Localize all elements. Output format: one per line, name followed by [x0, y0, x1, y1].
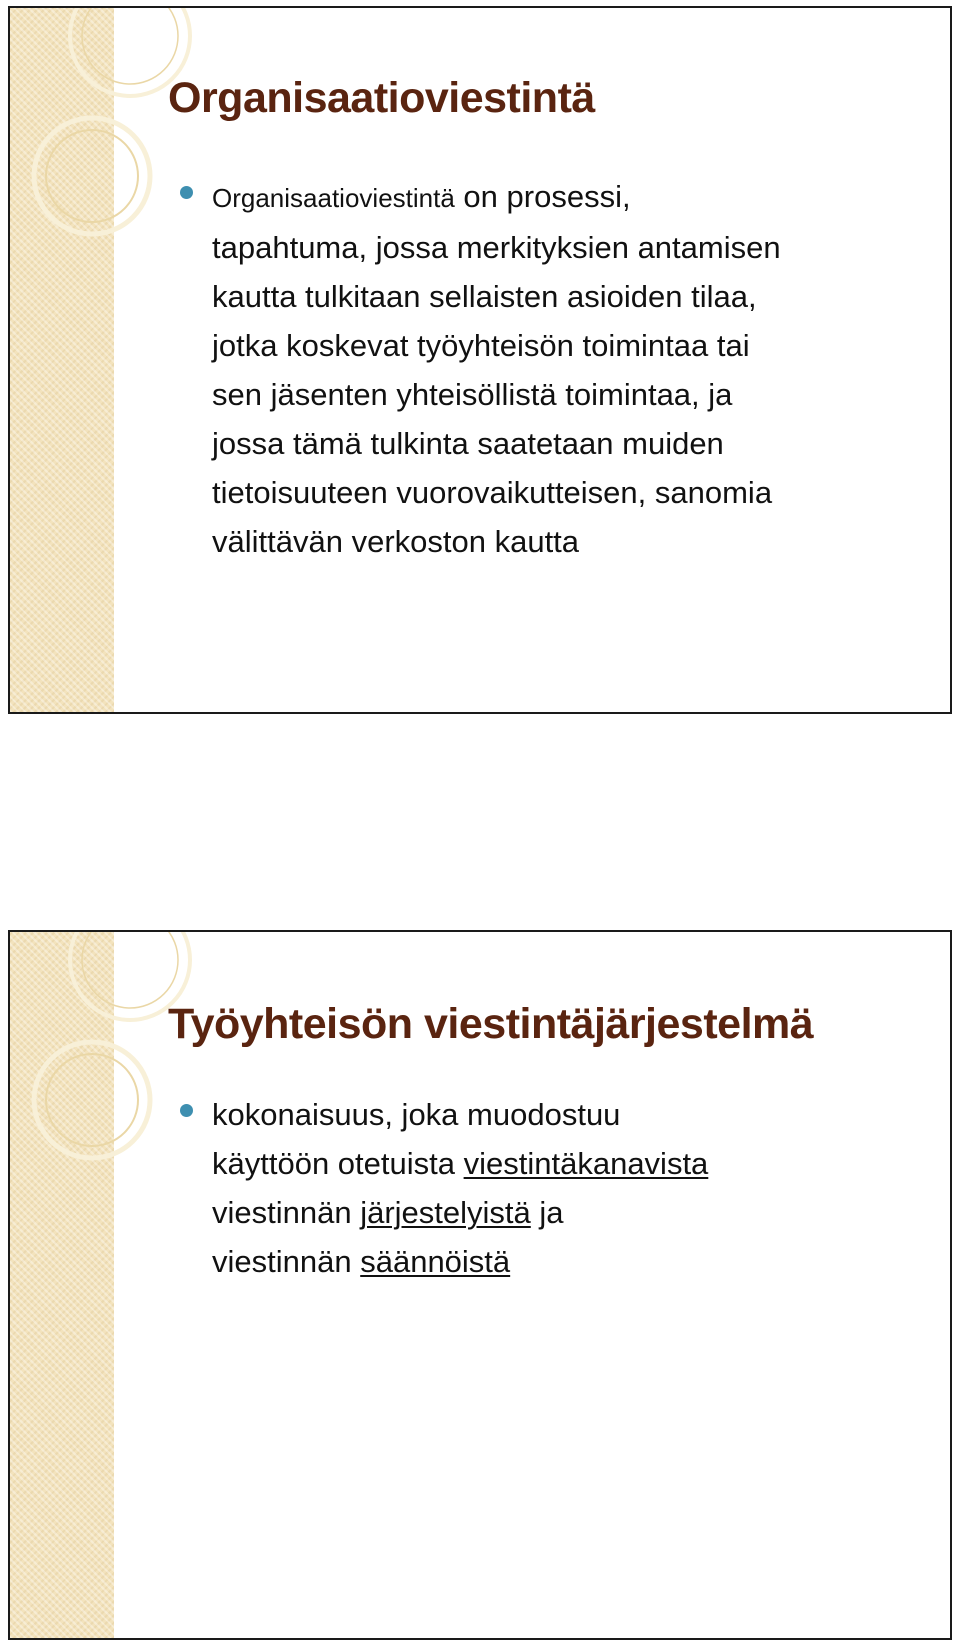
bullet-list	[180, 1090, 910, 1286]
bullet-line: kokonaisuus, joka muodostuu	[212, 1097, 621, 1132]
slide-title: Työyhteisön viestintäjärjestelmä	[168, 1000, 814, 1048]
bullet-line: välittävän verkoston kautta	[212, 524, 580, 559]
bullet-line: kautta tulkitaan sellaisten asioiden tilaa,	[212, 279, 757, 314]
bullet-text: on prosessi,	[454, 179, 631, 214]
bullet-text: ja	[530, 1195, 564, 1230]
bullet-line: jossa tämä tulkinta saatetaan muiden	[212, 426, 724, 461]
bullet-text: viestinnän	[212, 1244, 361, 1279]
bullet-line: sen jäsenten yhteisöllistä toimintaa, ja	[212, 377, 733, 412]
bullet-line: tietoisuuteen vuorovaikutteisen, sanomia	[212, 475, 773, 510]
slide-viestintajarjestelma	[8, 930, 952, 1640]
bullet-line: tapahtuma, jossa merkityksien antamisen	[212, 230, 781, 265]
bullet-line	[212, 1188, 910, 1237]
bullet-line	[212, 1139, 910, 1188]
bullet-list	[180, 172, 910, 566]
link-viestintakanavista[interactable]: viestintäkanavista	[463, 1146, 709, 1181]
bullet-lead: Organisaatioviestintä	[212, 183, 455, 213]
bullet-line	[212, 172, 910, 223]
slide-organisaatioviestinta	[8, 6, 952, 714]
link-saannoista[interactable]: säännöistä	[360, 1244, 511, 1279]
slide-title: Organisaatioviestintä	[168, 74, 595, 122]
bullet-dot-icon	[180, 186, 193, 199]
link-jarjestelyista[interactable]: järjestelyistä	[360, 1195, 531, 1230]
bullet-dot-icon	[180, 1104, 193, 1117]
bullet-line: jotka koskevat työyhteisön toimintaa tai	[212, 328, 750, 363]
bullet-text: viestinnän	[212, 1195, 361, 1230]
bullet-line	[212, 1237, 910, 1286]
bullet-text: käyttöön otetuista	[212, 1146, 464, 1181]
